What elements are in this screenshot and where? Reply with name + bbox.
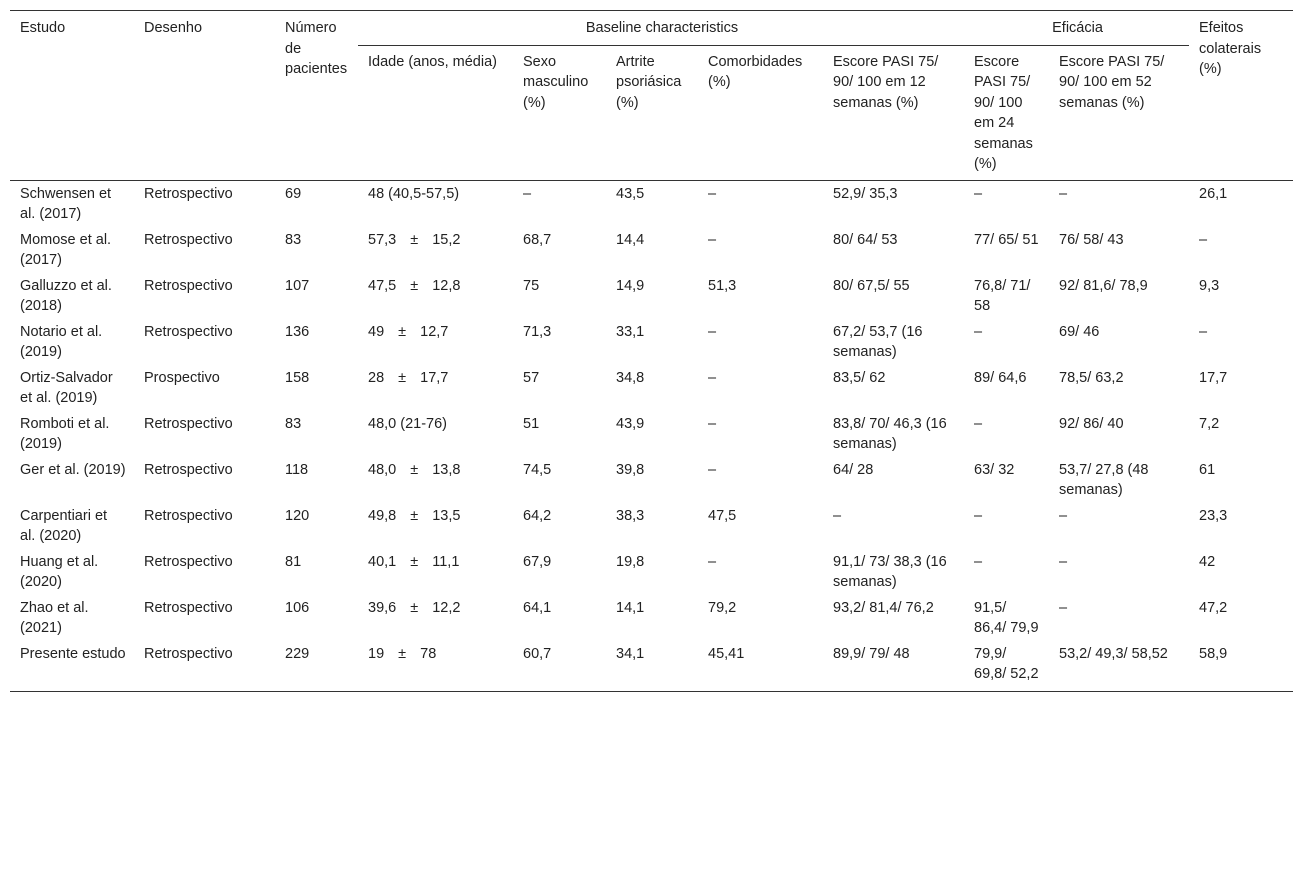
cell-idade (358, 227, 513, 273)
cell-pasi12: – (833, 507, 842, 524)
cell-comorb: 79,2 (708, 599, 737, 616)
cell-artrite: 14,4 (616, 231, 645, 248)
cell-pasi24: 91,5/ 86,4/ 79,9 (974, 599, 1039, 636)
cell-pasi52: 53,7/ 27,8 (48 semanas) (1059, 461, 1149, 498)
cell-artrite: 43,5 (616, 185, 645, 202)
cell-pasi24: – (974, 185, 983, 202)
cell-sexo: 57 (523, 369, 540, 386)
cell-efeitos: 17,7 (1199, 369, 1228, 386)
cell-pasi24: 77/ 65/ 51 (974, 231, 1039, 248)
cell-pasi24: – (974, 415, 983, 432)
cell-desenho: Retrospectivo (144, 277, 233, 294)
idade-sd: 12,7 (420, 323, 449, 340)
cell-pasi52: 69/ 46 (1059, 323, 1100, 340)
cell-desenho: Retrospectivo (144, 231, 233, 248)
plus-minus-sign: ± (410, 553, 419, 570)
cell-idade (358, 503, 513, 549)
idade-mean: 40,1 (368, 553, 397, 570)
cell-pasi24: 76,8/ 71/ 58 (974, 277, 1031, 314)
cell-estudo: Ger et al. (2019) (20, 461, 126, 478)
cell-efeitos: – (1199, 231, 1208, 248)
group-baseline: Baseline characteristics (358, 11, 964, 46)
cell-pasi24: 79,9/ 69,8/ 52,2 (964, 641, 1049, 692)
cell-sexo: – (523, 185, 532, 202)
plus-minus-sign: ± (410, 461, 419, 478)
cell-n: 229 (275, 641, 358, 692)
cell-efeitos: 23,3 (1199, 507, 1228, 524)
cell-efeitos: 7,2 (1199, 415, 1220, 432)
table-body (10, 180, 1293, 691)
cell-desenho: Retrospectivo (144, 185, 233, 202)
plus-minus-sign: ± (410, 277, 419, 294)
cell-artrite: 43,9 (616, 415, 645, 432)
idade-mean: 28 (368, 369, 385, 386)
plus-minus-sign: ± (410, 599, 419, 616)
col-comorbidades: Comorbidades (%) (698, 45, 823, 180)
cell-pasi12: 67,2/ 53,7 (16 semanas) (833, 323, 923, 360)
cell-comorb: 51,3 (708, 277, 737, 294)
col-artrite: Artrite psoriásica (%) (606, 45, 698, 180)
cell-idade (358, 641, 513, 692)
cell-n: 120 (285, 507, 310, 524)
cell-comorb: – (708, 415, 717, 432)
cell-idade (358, 549, 513, 595)
idade-mean: 49 (368, 323, 385, 340)
table-row (10, 180, 1293, 227)
cell-n: 69 (285, 185, 302, 202)
cell-n: 106 (285, 599, 310, 616)
cell-pasi52: – (1059, 507, 1068, 524)
cell-desenho: Retrospectivo (144, 553, 233, 570)
cell-desenho: Retrospectivo (144, 323, 233, 340)
table-header (10, 11, 1293, 181)
cell-pasi52: 92/ 86/ 40 (1059, 415, 1124, 432)
idade-sd: 15,2 (432, 231, 461, 248)
idade-sd: 13,5 (432, 507, 461, 524)
col-idade: Idade (anos, média) (358, 45, 513, 180)
cell-pasi12: 80/ 64/ 53 (833, 231, 898, 248)
cell-pasi52: 53,2/ 49,3/ 58,52 (1049, 641, 1189, 692)
plus-minus-sign: ± (398, 323, 407, 340)
col-numero: Número de pacientes (275, 11, 358, 181)
table-row (10, 595, 1293, 641)
cell-desenho: Retrospectivo (134, 641, 275, 692)
cell-artrite: 39,8 (616, 461, 645, 478)
cell-pasi12: 89,9/ 79/ 48 (823, 641, 964, 692)
cell-idade: 48,0 (21-76) (368, 415, 447, 432)
cell-n: 81 (285, 553, 302, 570)
cell-sexo: 67,9 (523, 553, 552, 570)
plus-minus-sign: ± (410, 507, 419, 524)
cell-estudo: Schwensen et al. (2017) (20, 185, 112, 222)
cell-efeitos: 61 (1199, 461, 1216, 478)
cell-efeitos: 26,1 (1199, 185, 1228, 202)
idade-mean: 39,6 (368, 599, 397, 616)
table-row (10, 365, 1293, 411)
plus-minus-sign: ± (410, 231, 419, 248)
table-row (10, 273, 1293, 319)
cell-pasi24: 89/ 64,6 (974, 369, 1027, 386)
cell-comorb: – (708, 553, 717, 570)
idade-sd: 12,8 (432, 277, 461, 294)
col-estudo: Estudo (10, 11, 134, 181)
cell-n: 107 (285, 277, 310, 294)
cell-artrite: 34,1 (606, 641, 698, 692)
cell-comorb: – (708, 461, 717, 478)
idade-sd: 17,7 (420, 369, 449, 386)
cell-idade (358, 273, 513, 319)
cell-artrite: 14,9 (616, 277, 645, 294)
idade-sd: 13,8 (432, 461, 461, 478)
cell-pasi24: – (974, 507, 983, 524)
idade-sd: 12,2 (432, 599, 461, 616)
cell-sexo: 74,5 (523, 461, 552, 478)
cell-idade (358, 319, 513, 365)
cell-pasi12: 80/ 67,5/ 55 (833, 277, 910, 294)
plus-minus-sign: ± (398, 645, 407, 662)
cell-efeitos: 58,9 (1189, 641, 1293, 692)
idade-mean: 48,0 (368, 461, 397, 478)
cell-sexo: 64,1 (523, 599, 552, 616)
cell-estudo: Presente estudo (10, 641, 134, 692)
cell-comorb: – (708, 323, 717, 340)
cell-idade: 48 (40,5-57,5) (368, 185, 460, 202)
cell-n: 83 (285, 231, 302, 248)
col-pasi12: Escore PASI 75/ 90/ 100 em 12 semanas (%) (823, 45, 964, 180)
cell-estudo: Ortiz-Salvador et al. (2019) (20, 369, 113, 406)
col-desenho: Desenho (134, 11, 275, 181)
cell-pasi12: 91,1/ 73/ 38,3 (16 semanas) (833, 553, 947, 590)
cell-n: 118 (285, 461, 309, 478)
cell-n: 158 (285, 369, 310, 386)
cell-estudo: Momose et al. (2017) (20, 231, 112, 268)
cell-comorb: – (708, 185, 717, 202)
col-pasi52: Escore PASI 75/ 90/ 100 em 52 semanas (%) (1049, 45, 1189, 180)
cell-n: 83 (285, 415, 302, 432)
cell-artrite: 33,1 (616, 323, 645, 340)
idade-mean: 47,5 (368, 277, 397, 294)
table-row (10, 503, 1293, 549)
col-pasi24: Escore PASI 75/ 90/ 100 em 24 semanas (%) (964, 45, 1049, 180)
col-efeitos: Efeitos colaterais (%) (1189, 11, 1293, 181)
cell-artrite: 34,8 (616, 369, 645, 386)
plus-minus-sign: ± (398, 369, 407, 386)
cell-efeitos: 9,3 (1199, 277, 1220, 294)
cell-pasi52: 92/ 81,6/ 78,9 (1059, 277, 1148, 294)
cell-pasi24: – (974, 553, 983, 570)
idade-mean: 57,3 (368, 231, 397, 248)
cell-desenho: Retrospectivo (144, 461, 233, 478)
cell-idade (358, 595, 513, 641)
studies-table (10, 10, 1293, 692)
cell-pasi12: 83,8/ 70/ 46,3 (16 semanas) (833, 415, 947, 452)
cell-idade (358, 365, 513, 411)
table-row (10, 641, 1293, 692)
group-eficacia: Eficácia (964, 11, 1189, 46)
cell-pasi12: 93,2/ 81,4/ 76,2 (833, 599, 934, 616)
cell-artrite: 14,1 (616, 599, 645, 616)
col-sexo: Sexo masculino (%) (513, 45, 606, 180)
cell-pasi52: 76/ 58/ 43 (1059, 231, 1124, 248)
cell-pasi12: 52,9/ 35,3 (833, 185, 898, 202)
cell-sexo: 75 (523, 277, 540, 294)
cell-comorb: 47,5 (708, 507, 737, 524)
cell-sexo: 51 (523, 415, 540, 432)
cell-pasi24: – (974, 323, 983, 340)
cell-desenho: Prospectivo (144, 369, 220, 386)
table-row (10, 319, 1293, 365)
cell-pasi12: 64/ 28 (833, 461, 874, 478)
cell-pasi52: – (1059, 553, 1068, 570)
idade-mean: 19 (368, 645, 385, 662)
table-row (10, 227, 1293, 273)
cell-estudo: Carpentiari et al. (2020) (20, 507, 108, 544)
cell-estudo: Notario et al. (2019) (20, 323, 103, 360)
cell-comorb: 45,41 (698, 641, 823, 692)
cell-pasi24: 63/ 32 (974, 461, 1015, 478)
table-row (10, 549, 1293, 595)
idade-sd: 78 (420, 645, 437, 662)
cell-efeitos: 47,2 (1199, 599, 1228, 616)
cell-estudo: Huang et al. (2020) (20, 553, 99, 590)
cell-sexo: 60,7 (513, 641, 606, 692)
cell-estudo: Galluzzo et al. (2018) (20, 277, 112, 314)
cell-efeitos: 42 (1199, 553, 1216, 570)
cell-desenho: Retrospectivo (144, 415, 233, 432)
cell-sexo: 71,3 (523, 323, 552, 340)
cell-sexo: 64,2 (523, 507, 552, 524)
cell-pasi52: – (1059, 599, 1068, 616)
cell-artrite: 19,8 (616, 553, 645, 570)
cell-desenho: Retrospectivo (144, 507, 233, 524)
cell-comorb: – (708, 369, 717, 386)
idade-sd: 11,1 (432, 553, 460, 570)
table-row (10, 411, 1293, 457)
cell-pasi52: 78,5/ 63,2 (1059, 369, 1124, 386)
cell-pasi12: 83,5/ 62 (833, 369, 886, 386)
idade-mean: 49,8 (368, 507, 397, 524)
cell-comorb: – (708, 231, 717, 248)
cell-idade (358, 457, 513, 503)
cell-desenho: Retrospectivo (144, 599, 233, 616)
cell-estudo: Zhao et al. (2021) (20, 599, 89, 636)
cell-pasi52: – (1059, 185, 1068, 202)
cell-n: 136 (285, 323, 310, 340)
cell-artrite: 38,3 (616, 507, 645, 524)
cell-sexo: 68,7 (523, 231, 552, 248)
table-row (10, 457, 1293, 503)
cell-efeitos: – (1199, 323, 1208, 340)
cell-estudo: Romboti et al. (2019) (20, 415, 110, 452)
